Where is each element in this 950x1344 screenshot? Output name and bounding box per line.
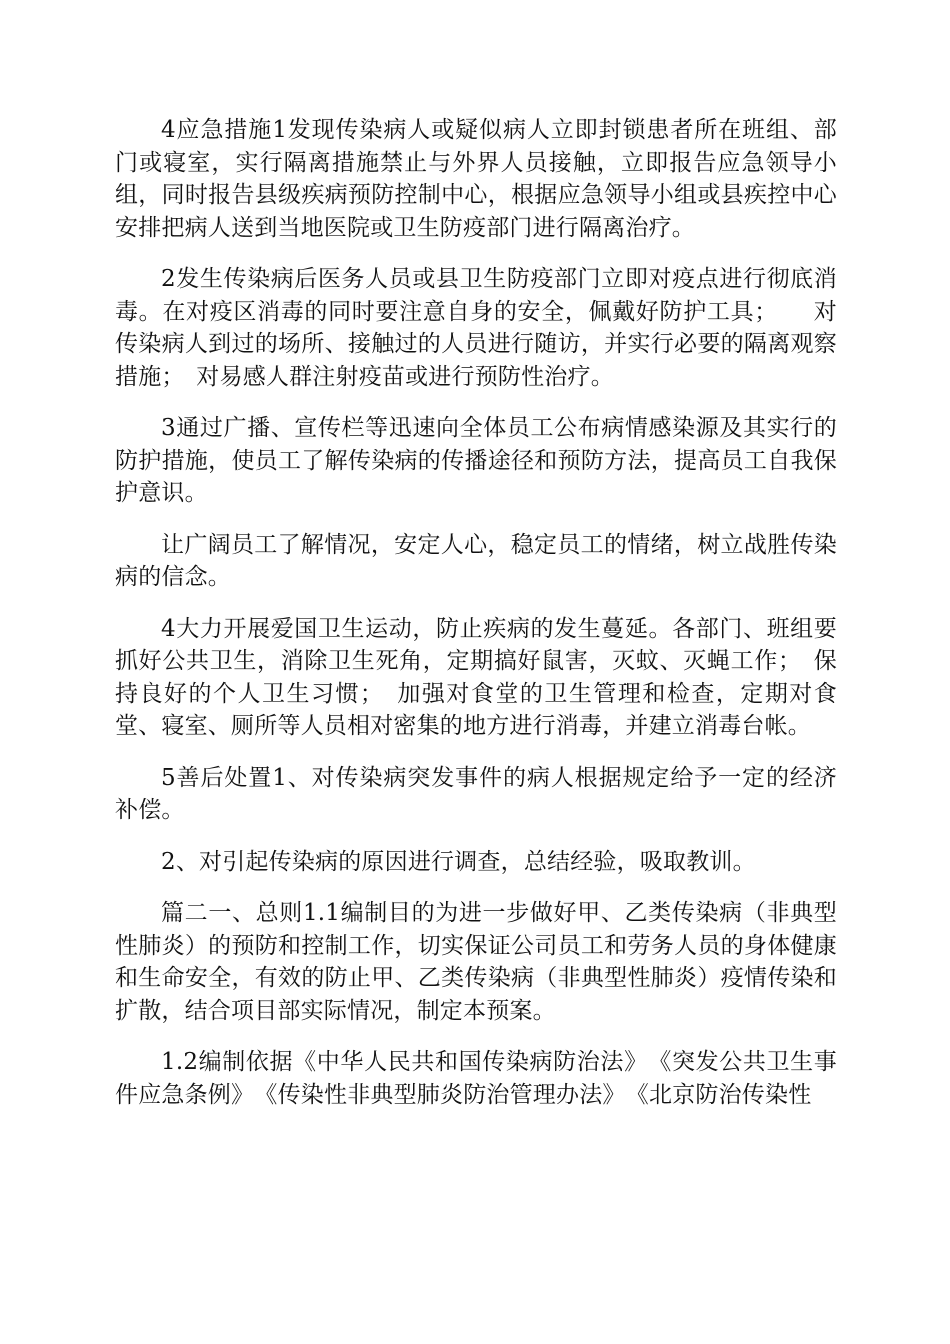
- paragraph-publicity: 3通过广播、宣传栏等迅速向全体员工公布病情感染源及其实行的防护措施，使员工了解传染病的传播途径和预防方法，提高员工自我保护意识。: [115, 415, 837, 506]
- paragraph-investigation: 2、对引起传染病的原因进行调查，总结经验，吸取教训。: [161, 848, 756, 875]
- document-body: [115, 114, 837, 1130]
- paragraph-disinfection: 2发生传染病后医务人员或县卫生防疫部门立即对疫点进行彻底消毒。在对疫区消毒的同时要注意自身的安全，佩戴好防护工具； 对传染病人到过的场所、接触过的人员进行随访，并实行必要的隔离观察措施； 对易感人群注射疫苗或进行预防性治疗。: [115, 266, 837, 390]
- paragraph-compilation-basis: 1.2编制依据《中华人民共和国传染病防治法》 《突发公共卫生事件应急条例》 《传染性非典型肺炎防治管理办法》 《北京防治传染性: [115, 1049, 837, 1108]
- paragraph-sanitation-campaign: 4大力开展爱国卫生运动，防止疾病的发生蔓延。各部门、班组要抓好公共卫生，消除卫生死角，定期搞好鼠害，灭蚊、灭蝇工作； 保持良好的个人卫生习惯； 加强对食堂的卫生管理和检查，定期对食堂、寝室、厕所等人员相对密集的地方进行消毒，并建立消毒台帐。: [115, 615, 837, 739]
- paragraph-general-principles: 篇二一、总则1.1编制目的为进一步做好甲、乙类传染病（非典型性肺炎）的预防和控制工作，切实保证公司员工和劳务人员的身体健康和生命安全，有效的防止甲、乙类传染病（非典型性肺炎）疫情传染和扩散，结合项目部实际情况，制定本预案。: [115, 900, 837, 1024]
- paragraph-staff-stability: 让广阔员工了解情况，安定人心，稳定员工的情绪，树立战胜传染病的信念。: [115, 531, 837, 590]
- paragraph-emergency-measures: 4应急措施1发现传染病人或疑似病人立即封锁患者所在班组、部门或寝室，实行隔离措施禁止与外界人员接触，立即报告应急领导小组，同时报告县级疾病预防控制中心，根据应急领导小组或县疾控中心安排把病人送到当地医院或卫生防疫部门进行隔离治疗。: [115, 117, 837, 241]
- paragraph-aftermath-compensation: 5善后处置1、对传染病突发事件的病人根据规定给予一定的经济补偿。: [115, 764, 837, 823]
